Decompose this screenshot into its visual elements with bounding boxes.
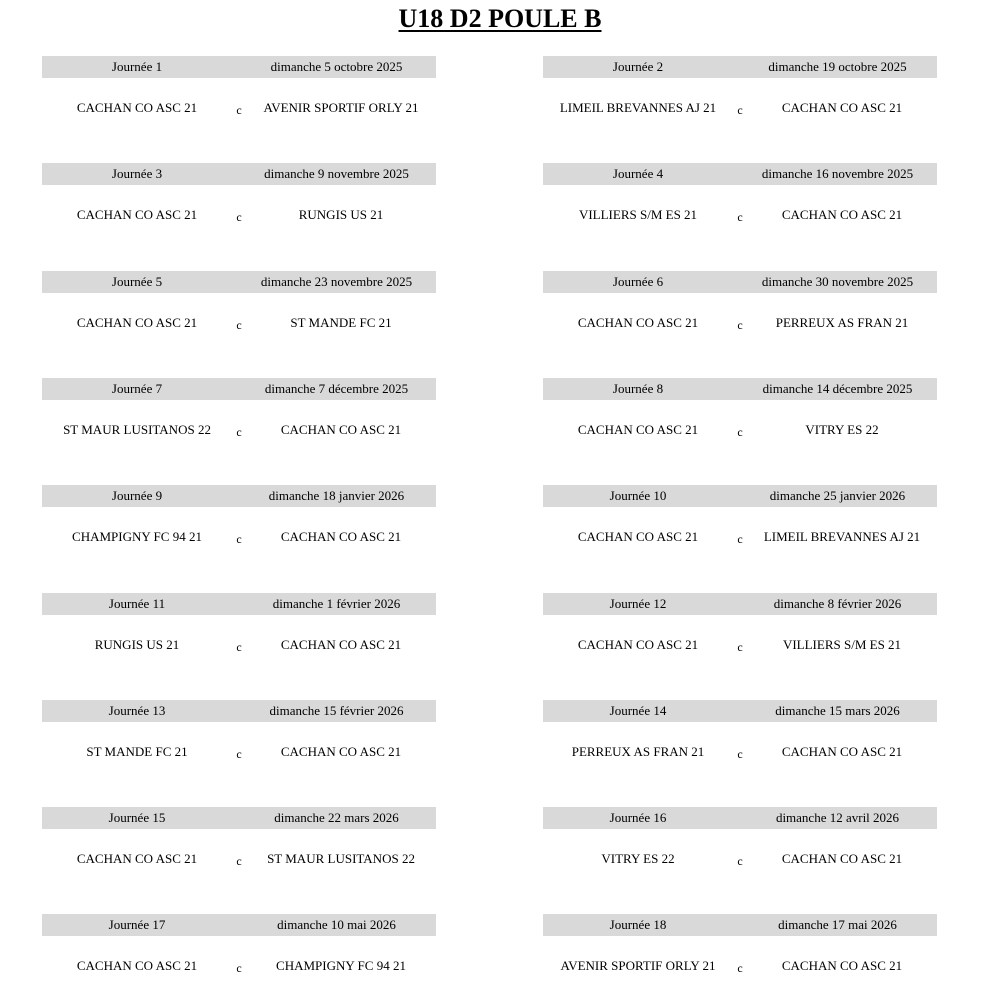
round-date: dimanche 1 février 2026 bbox=[272, 596, 401, 611]
round-block bbox=[42, 485, 436, 575]
round-number: Journée 12 bbox=[609, 596, 667, 611]
versus-separator: c bbox=[236, 318, 242, 332]
round-number: Journée 18 bbox=[609, 917, 667, 932]
round-date: dimanche 23 novembre 2025 bbox=[260, 274, 413, 289]
round-number: Journée 2 bbox=[612, 59, 664, 74]
versus-separator: c bbox=[236, 747, 242, 761]
fixture bbox=[42, 313, 436, 333]
versus-separator: c bbox=[737, 210, 743, 224]
round-header bbox=[543, 485, 937, 507]
round-number: Journée 1 bbox=[111, 59, 163, 74]
fixture bbox=[42, 635, 436, 655]
away-team: CACHAN CO ASC 21 bbox=[280, 744, 402, 759]
round-header bbox=[42, 56, 436, 78]
away-team: CACHAN CO ASC 21 bbox=[280, 422, 402, 437]
round-date: dimanche 16 novembre 2025 bbox=[761, 166, 914, 181]
home-team: VITRY ES 22 bbox=[601, 851, 675, 866]
round-date: dimanche 18 janvier 2026 bbox=[268, 488, 405, 503]
page-title: U18 D2 POULE B bbox=[398, 4, 602, 33]
fixture bbox=[543, 420, 937, 440]
versus-separator: c bbox=[737, 103, 743, 117]
round-date: dimanche 8 février 2026 bbox=[773, 596, 902, 611]
fixture bbox=[543, 849, 937, 869]
round-date: dimanche 15 mars 2026 bbox=[775, 703, 900, 718]
round-header bbox=[42, 485, 436, 507]
versus-separator: c bbox=[737, 747, 743, 761]
home-team: RUNGIS US 21 bbox=[94, 637, 180, 652]
away-team: LIMEIL BREVANNES AJ 21 bbox=[763, 529, 921, 544]
round-block bbox=[543, 56, 937, 146]
versus-separator: c bbox=[737, 640, 743, 654]
round-block bbox=[42, 807, 436, 897]
round-header bbox=[543, 163, 937, 185]
round-header bbox=[42, 378, 436, 400]
round-block bbox=[543, 914, 937, 1004]
fixture bbox=[42, 420, 436, 440]
home-team: ST MAUR LUSITANOS 22 bbox=[63, 422, 211, 437]
round-date: dimanche 19 octobre 2025 bbox=[768, 59, 907, 74]
versus-separator: c bbox=[236, 210, 242, 224]
round-block bbox=[42, 378, 436, 468]
home-team: CACHAN CO ASC 21 bbox=[577, 422, 699, 437]
round-date: dimanche 7 décembre 2025 bbox=[264, 381, 409, 396]
fixture bbox=[42, 527, 436, 547]
fixture bbox=[42, 956, 436, 976]
round-number: Journée 15 bbox=[108, 810, 166, 825]
round-block bbox=[42, 700, 436, 790]
round-number: Journée 5 bbox=[111, 274, 163, 289]
round-date: dimanche 12 avril 2026 bbox=[775, 810, 900, 825]
home-team: PERREUX AS FRAN 21 bbox=[571, 744, 705, 759]
round-date: dimanche 30 novembre 2025 bbox=[761, 274, 914, 289]
away-team: VITRY ES 22 bbox=[805, 422, 879, 437]
home-team: CACHAN CO ASC 21 bbox=[76, 207, 198, 222]
away-team: VILLIERS S/M ES 21 bbox=[782, 637, 902, 652]
versus-separator: c bbox=[236, 854, 242, 868]
away-team: CACHAN CO ASC 21 bbox=[781, 851, 903, 866]
round-header bbox=[543, 700, 937, 722]
versus-separator: c bbox=[236, 532, 242, 546]
away-team: CACHAN CO ASC 21 bbox=[781, 958, 903, 973]
versus-separator: c bbox=[737, 854, 743, 868]
round-header bbox=[42, 700, 436, 722]
round-number: Journée 17 bbox=[108, 917, 166, 932]
round-date: dimanche 14 décembre 2025 bbox=[762, 381, 913, 396]
home-team: AVENIR SPORTIF ORLY 21 bbox=[560, 958, 716, 973]
round-block bbox=[42, 593, 436, 683]
fixture bbox=[42, 98, 436, 118]
home-team: VILLIERS S/M ES 21 bbox=[578, 207, 698, 222]
round-date: dimanche 9 novembre 2025 bbox=[264, 166, 409, 181]
fixture bbox=[543, 98, 937, 118]
round-header bbox=[543, 914, 937, 936]
home-team: CACHAN CO ASC 21 bbox=[76, 100, 198, 115]
away-team: AVENIR SPORTIF ORLY 21 bbox=[263, 100, 419, 115]
away-team: CACHAN CO ASC 21 bbox=[781, 744, 903, 759]
round-header bbox=[543, 807, 937, 829]
round-block bbox=[543, 807, 937, 897]
away-team: CACHAN CO ASC 21 bbox=[781, 207, 903, 222]
round-header bbox=[543, 378, 937, 400]
versus-separator: c bbox=[737, 532, 743, 546]
round-block bbox=[543, 271, 937, 361]
away-team: RUNGIS US 21 bbox=[298, 207, 384, 222]
away-team: CACHAN CO ASC 21 bbox=[280, 529, 402, 544]
home-team: CACHAN CO ASC 21 bbox=[76, 851, 198, 866]
versus-separator: c bbox=[737, 425, 743, 439]
versus-separator: c bbox=[236, 103, 242, 117]
round-block bbox=[42, 271, 436, 361]
round-header bbox=[543, 271, 937, 293]
round-date: dimanche 22 mars 2026 bbox=[274, 810, 399, 825]
home-team: CACHAN CO ASC 21 bbox=[577, 315, 699, 330]
versus-separator: c bbox=[236, 961, 242, 975]
fixture bbox=[543, 527, 937, 547]
round-date: dimanche 15 février 2026 bbox=[269, 703, 404, 718]
round-block bbox=[42, 56, 436, 146]
home-team: CACHAN CO ASC 21 bbox=[577, 637, 699, 652]
round-block bbox=[543, 163, 937, 253]
round-number: Journée 6 bbox=[612, 274, 664, 289]
round-block bbox=[42, 914, 436, 1004]
round-header bbox=[543, 593, 937, 615]
round-header bbox=[42, 593, 436, 615]
round-block bbox=[42, 163, 436, 253]
round-number: Journée 11 bbox=[108, 596, 166, 611]
fixture bbox=[543, 956, 937, 976]
round-date: dimanche 5 octobre 2025 bbox=[270, 59, 403, 74]
round-block bbox=[543, 378, 937, 468]
round-header bbox=[543, 56, 937, 78]
round-number: Journée 3 bbox=[111, 166, 163, 181]
fixture bbox=[543, 205, 937, 225]
round-number: Journée 8 bbox=[612, 381, 664, 396]
fixture bbox=[543, 313, 937, 333]
round-number: Journée 10 bbox=[609, 488, 667, 503]
round-date: dimanche 10 mai 2026 bbox=[277, 917, 396, 932]
fixture bbox=[543, 635, 937, 655]
versus-separator: c bbox=[737, 961, 743, 975]
away-team: CACHAN CO ASC 21 bbox=[781, 100, 903, 115]
round-number: Journée 7 bbox=[111, 381, 163, 396]
fixture bbox=[42, 849, 436, 869]
versus-separator: c bbox=[236, 640, 242, 654]
round-block bbox=[543, 593, 937, 683]
fixture bbox=[42, 742, 436, 762]
home-team: CACHAN CO ASC 21 bbox=[76, 958, 198, 973]
home-team: CACHAN CO ASC 21 bbox=[76, 315, 198, 330]
home-team: CHAMPIGNY FC 94 21 bbox=[72, 529, 202, 544]
round-block bbox=[543, 485, 937, 575]
home-team: CACHAN CO ASC 21 bbox=[577, 529, 699, 544]
round-number: Journée 16 bbox=[609, 810, 667, 825]
round-header bbox=[42, 914, 436, 936]
round-date: dimanche 17 mai 2026 bbox=[778, 917, 897, 932]
away-team: CHAMPIGNY FC 94 21 bbox=[276, 958, 406, 973]
round-header bbox=[42, 271, 436, 293]
away-team: CACHAN CO ASC 21 bbox=[280, 637, 402, 652]
round-header bbox=[42, 163, 436, 185]
round-number: Journée 13 bbox=[108, 703, 166, 718]
fixture bbox=[543, 742, 937, 762]
versus-separator: c bbox=[737, 318, 743, 332]
fixture bbox=[42, 205, 436, 225]
away-team: PERREUX AS FRAN 21 bbox=[775, 315, 909, 330]
versus-separator: c bbox=[236, 425, 242, 439]
round-number: Journée 4 bbox=[612, 166, 664, 181]
round-date: dimanche 25 janvier 2026 bbox=[769, 488, 906, 503]
home-team: ST MANDE FC 21 bbox=[86, 744, 188, 759]
home-team: LIMEIL BREVANNES AJ 21 bbox=[559, 100, 717, 115]
round-block bbox=[543, 700, 937, 790]
away-team: ST MANDE FC 21 bbox=[290, 315, 392, 330]
round-header bbox=[42, 807, 436, 829]
away-team: ST MAUR LUSITANOS 22 bbox=[267, 851, 415, 866]
round-number: Journée 14 bbox=[609, 703, 667, 718]
round-number: Journée 9 bbox=[111, 488, 163, 503]
